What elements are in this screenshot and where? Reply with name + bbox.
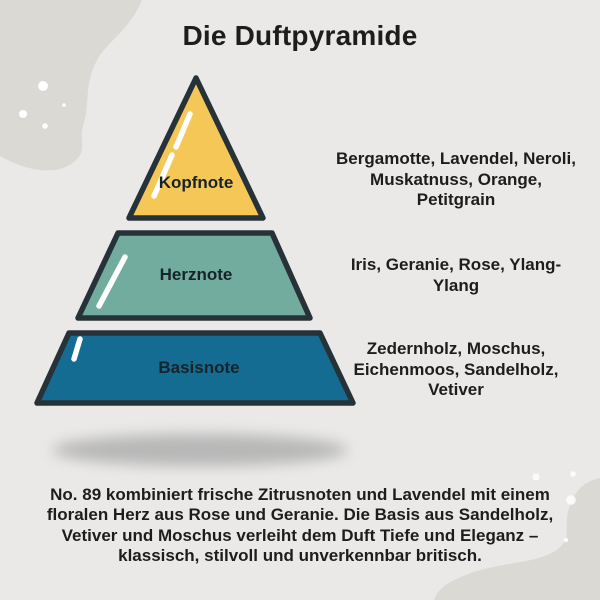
notes-herznote: Iris, Geranie, Rose, Ylang-Ylang <box>350 255 562 295</box>
fragrance-description: No. 89 kombiniert frische Zitrusnoten und Lavendel mit einem floralen Herz aus Rose und Geranie. Die Basis aus Sandelholz, Vetiver und Moschus verleiht dem Duft Tiefe und Eleganz – klassisch, stilvoll und unverkennbar britisch. <box>46 485 554 566</box>
notes-kopfnote: Bergamotte, Lavendel, Neroli, Muskatnuss, Orange, Petitgrain <box>336 149 576 210</box>
label-basisnote: Basisnote <box>158 358 240 377</box>
notes-basisnote: Zedernholz, Moschus, Eichenmoos, Sandelholz, Vetiver <box>353 339 559 400</box>
page-title: Die Duftpyramide <box>182 20 418 51</box>
pyramid-shadow <box>52 434 348 466</box>
label-herznote: Herznote <box>159 265 233 284</box>
label-kopfnote: Kopfnote <box>158 173 234 192</box>
pyramid-level-kopfnote <box>129 78 263 218</box>
